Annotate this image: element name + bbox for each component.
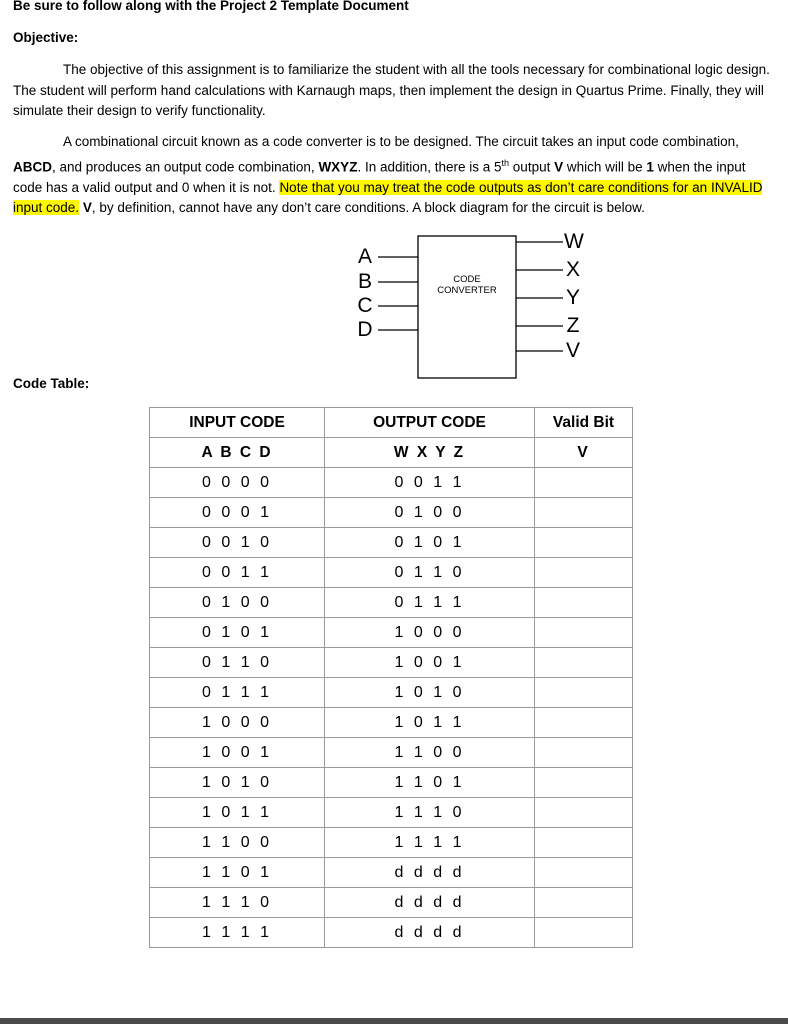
input-label-d: D bbox=[357, 318, 373, 341]
table-row bbox=[150, 798, 633, 828]
table-row bbox=[150, 648, 633, 678]
valid-bit-cell[interactable] bbox=[535, 558, 633, 588]
table-row bbox=[150, 678, 633, 708]
desc-text-4: output bbox=[509, 159, 555, 174]
table-row bbox=[150, 768, 633, 798]
input-code-cell: 1 1 0 0 bbox=[150, 828, 325, 858]
converter-label bbox=[418, 274, 516, 296]
converter-label-line1: CODE bbox=[453, 274, 481, 285]
description-paragraph bbox=[13, 132, 775, 219]
output-code-cell: d d d d bbox=[325, 918, 535, 948]
desc-th: th bbox=[501, 157, 510, 168]
desc-text-1: A combinational circuit known as a code converter is to be designed. The circuit takes an input code combination, bbox=[63, 134, 739, 149]
valid-bit-cell[interactable] bbox=[535, 888, 633, 918]
table-row bbox=[150, 588, 633, 618]
input-code-cell: 1 1 1 1 bbox=[150, 918, 325, 948]
valid-bit-cell[interactable] bbox=[535, 798, 633, 828]
input-code-cell: 1 1 0 1 bbox=[150, 858, 325, 888]
output-label-x: X bbox=[565, 258, 580, 281]
table-row bbox=[150, 858, 633, 888]
output-label-y: Y bbox=[565, 286, 580, 309]
table-row bbox=[150, 528, 633, 558]
document-header: Be sure to follow along with the Project 2 Template Document bbox=[13, 0, 409, 13]
desc-text-2: , and produces an output code combination, bbox=[52, 159, 319, 174]
valid-bit-cell[interactable] bbox=[535, 678, 633, 708]
desc-text-3: . In addition, there is a 5 bbox=[357, 159, 502, 174]
converter-box bbox=[418, 236, 516, 378]
subheader-abcd: A B C D bbox=[150, 438, 325, 468]
table-row bbox=[150, 888, 633, 918]
desc-text-5: which will be bbox=[563, 159, 647, 174]
input-code-cell: 0 0 1 1 bbox=[150, 558, 325, 588]
objective-text: The objective of this assignment is to familiarize the student with all the tools necessary for combinational logic design. The student will perform hand calculations with Karnaugh maps, then implement the design in Quartus Prime. Finally, they will simulate their design to verify functionality. bbox=[13, 62, 770, 118]
valid-bit-cell[interactable] bbox=[535, 858, 633, 888]
objective-paragraph bbox=[13, 60, 775, 122]
input-code-cell: 0 0 0 1 bbox=[150, 498, 325, 528]
input-code-cell: 0 1 1 0 bbox=[150, 648, 325, 678]
input-code-cell: 0 0 1 0 bbox=[150, 528, 325, 558]
output-code-cell: 1 0 1 1 bbox=[325, 708, 535, 738]
valid-bit-cell[interactable] bbox=[535, 528, 633, 558]
valid-bit-cell[interactable] bbox=[535, 468, 633, 498]
highlighted-note: Note that you may treat the code outputs as don’t care conditions for an INVALID input code. bbox=[13, 179, 763, 215]
objective-title: Objective: bbox=[13, 30, 79, 45]
input-code-cell: 1 1 1 0 bbox=[150, 888, 325, 918]
desc-v: V bbox=[554, 159, 564, 174]
table-row bbox=[150, 918, 633, 948]
desc-text-8: , by definition, cannot have any don’t care conditions. A block diagram for the circuit is below. bbox=[91, 200, 645, 215]
desc-abcd: ABCD bbox=[13, 159, 52, 174]
input-label-a: A bbox=[357, 245, 372, 268]
table-row bbox=[150, 708, 633, 738]
output-code-cell: 0 0 1 1 bbox=[325, 468, 535, 498]
table-row bbox=[150, 618, 633, 648]
desc-text-6: when the input code has a valid output and 0 when it is not. bbox=[13, 159, 746, 195]
desc-wxyz: WXYZ bbox=[318, 159, 358, 174]
table-header-row bbox=[150, 408, 633, 438]
code-table bbox=[149, 407, 633, 948]
valid-bit-cell[interactable] bbox=[535, 498, 633, 528]
valid-bit-cell[interactable] bbox=[535, 768, 633, 798]
table-row bbox=[150, 468, 633, 498]
subheader-wxyz: W X Y Z bbox=[325, 438, 535, 468]
subheader-v: V bbox=[535, 438, 633, 468]
input-code-cell: 0 1 1 1 bbox=[150, 678, 325, 708]
table-row bbox=[150, 498, 633, 528]
input-code-cell: 0 1 0 0 bbox=[150, 588, 325, 618]
table-row bbox=[150, 828, 633, 858]
code-table-label: Code Table: bbox=[13, 376, 90, 391]
output-code-cell: 0 1 0 1 bbox=[325, 528, 535, 558]
input-code-cell: 1 0 1 1 bbox=[150, 798, 325, 828]
header-input-code: INPUT CODE bbox=[150, 408, 325, 438]
block-diagram-lines bbox=[340, 228, 600, 380]
output-code-cell: d d d d bbox=[325, 888, 535, 918]
table-row bbox=[150, 738, 633, 768]
output-code-cell: 1 1 0 1 bbox=[325, 768, 535, 798]
output-code-cell: 0 1 0 0 bbox=[325, 498, 535, 528]
input-code-cell: 1 0 1 0 bbox=[150, 768, 325, 798]
output-code-cell: 1 1 1 1 bbox=[325, 828, 535, 858]
output-code-cell: 0 1 1 1 bbox=[325, 588, 535, 618]
output-code-cell: 1 0 0 0 bbox=[325, 618, 535, 648]
input-code-cell: 1 0 0 1 bbox=[150, 738, 325, 768]
output-code-cell: 1 1 0 0 bbox=[325, 738, 535, 768]
input-code-cell: 0 0 0 0 bbox=[150, 468, 325, 498]
valid-bit-cell[interactable] bbox=[535, 828, 633, 858]
input-label-b: B bbox=[357, 270, 372, 293]
table-subheader-row bbox=[150, 438, 633, 468]
output-code-cell: d d d d bbox=[325, 858, 535, 888]
table-body bbox=[150, 468, 633, 948]
desc-v2: V bbox=[82, 200, 92, 215]
input-code-cell: 0 1 0 1 bbox=[150, 618, 325, 648]
output-code-cell: 0 1 1 0 bbox=[325, 558, 535, 588]
page-bottom-bar bbox=[0, 1018, 788, 1024]
valid-bit-cell[interactable] bbox=[535, 738, 633, 768]
block-diagram bbox=[340, 228, 600, 380]
valid-bit-cell[interactable] bbox=[535, 588, 633, 618]
header-output-code: OUTPUT CODE bbox=[325, 408, 535, 438]
converter-label-line2: CONVERTER bbox=[437, 285, 497, 296]
output-label-z: Z bbox=[566, 314, 580, 337]
output-code-cell: 1 0 0 1 bbox=[325, 648, 535, 678]
header-valid-bit: Valid Bit bbox=[535, 408, 633, 438]
table-row bbox=[150, 558, 633, 588]
valid-bit-cell[interactable] bbox=[535, 618, 633, 648]
valid-bit-cell[interactable] bbox=[535, 708, 633, 738]
input-label-c: C bbox=[357, 294, 373, 317]
output-label-v: V bbox=[565, 339, 580, 362]
output-code-cell: 1 0 1 0 bbox=[325, 678, 535, 708]
output-label-w: W bbox=[564, 230, 584, 253]
input-code-cell: 1 0 0 0 bbox=[150, 708, 325, 738]
output-code-cell: 1 1 1 0 bbox=[325, 798, 535, 828]
valid-bit-cell[interactable] bbox=[535, 918, 633, 948]
valid-bit-cell[interactable] bbox=[535, 648, 633, 678]
desc-one: 1 bbox=[646, 159, 654, 174]
